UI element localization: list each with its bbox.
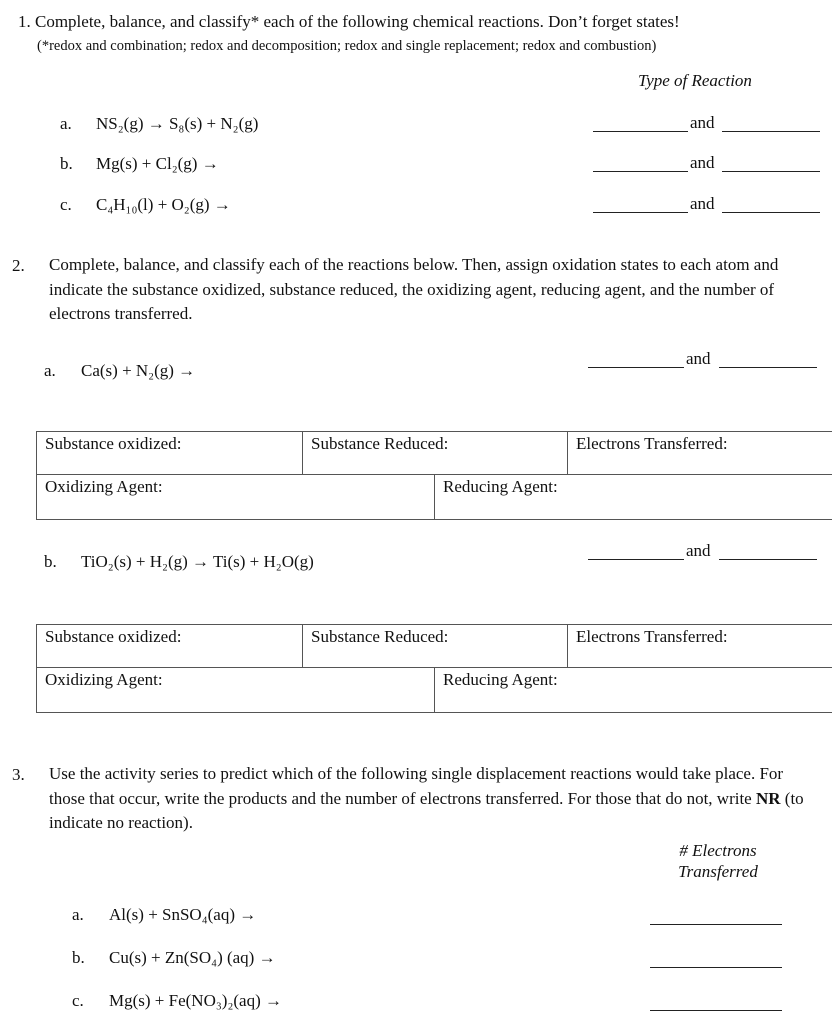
q3-text-bold: NR: [755, 788, 781, 808]
q1-title-row: [18, 12, 680, 32]
q2-text: Complete, balance, and classify each of the reactions below. Then, assign oxidation states to each atom and indicate the substance oxidized, substance reduced, the oxidizing agent, reducing agent, and the number of electrons transferred.: [49, 255, 779, 323]
q2a-letter: a.: [44, 361, 56, 380]
q3-item-letter: b.: [72, 948, 85, 967]
q2a-reducing-agent-cell[interactable]: [434, 474, 832, 520]
q2b-electrons-cell[interactable]: [567, 624, 832, 668]
q3-item-reaction: Al(s) + SnSO₄(aq) →: [109, 905, 257, 924]
q2a-substance-oxidized-cell[interactable]: [36, 431, 303, 475]
q3-text-after: (to indicate no reaction).: [49, 788, 804, 832]
q1-item-reaction: Mg(s) + Cl₂(g) →: [96, 154, 219, 173]
q1-a-blank-1[interactable]: [593, 131, 688, 132]
q1-b-and: and: [690, 153, 715, 172]
q3-item-a: [72, 905, 256, 925]
q2b-substance-reduced-cell[interactable]: [302, 624, 568, 668]
q3-number: 3.: [12, 765, 25, 784]
q2a-reducing-agent-label: Reducing Agent:: [443, 477, 558, 496]
q3-item-c: [72, 991, 282, 1011]
q3-a-blank[interactable]: [650, 924, 782, 925]
q1-a-blank-2[interactable]: [722, 131, 820, 132]
q2b-letter: b.: [44, 552, 57, 571]
q2b-oxidizing-agent-cell[interactable]: [36, 667, 435, 713]
q2b-reaction-row: [44, 552, 314, 572]
q3-item-reaction: Mg(s) + Fe(NO₃)₂(aq) →: [109, 991, 282, 1010]
q1-c-and: and: [690, 194, 715, 213]
q2b-reaction: TiO₂(s) + H₂(g) → Ti(s) + H₂O(g): [81, 552, 314, 571]
q2b-reducing-agent-cell[interactable]: [434, 667, 832, 713]
q3-item-letter: a.: [72, 905, 84, 924]
q3-item-letter: c.: [72, 991, 84, 1010]
q3-b-blank[interactable]: [650, 967, 782, 968]
q2a-substance-reduced-label: Substance Reduced:: [311, 434, 449, 453]
q1-type-header: Type of Reaction: [638, 71, 752, 90]
q2-number: 2.: [12, 256, 25, 275]
q2b-blank-1[interactable]: [588, 559, 684, 560]
q3-electrons-header: [660, 840, 776, 882]
q1-item-c: [60, 195, 231, 215]
q2a-oxidizing-agent-label: Oxidizing Agent:: [45, 477, 163, 496]
q2b-electrons-label: Electrons Transferred:: [576, 627, 728, 646]
q1-item-a: [60, 114, 258, 134]
q2b-substance-reduced-label: Substance Reduced:: [311, 627, 449, 646]
q2a-reaction-row: [44, 361, 195, 381]
q2b-reducing-agent-label: Reducing Agent:: [443, 670, 558, 689]
q3-item-b: [72, 948, 276, 968]
q3-header-line1: # Electrons: [679, 841, 757, 860]
q1-item-letter: c.: [60, 195, 72, 214]
q1-item-letter: b.: [60, 154, 73, 173]
q1-item-b: [60, 154, 219, 174]
q1-item-reaction: NS₂(g) → S₈(s) + N₂(g): [96, 114, 259, 133]
q1-a-and: and: [690, 113, 715, 132]
q3-c-blank[interactable]: [650, 1010, 782, 1011]
q2a-electrons-label: Electrons Transferred:: [576, 434, 728, 453]
q2b-and: and: [686, 541, 711, 560]
q3-text-before: Use the activity series to predict which of the following single displacement reactions would take place. For those that occur, write the products and the number of electrons transferred. For those that do not, write: [49, 764, 784, 808]
q2b-blank-2[interactable]: [719, 559, 817, 560]
q1-item-letter: a.: [60, 114, 72, 133]
q2b-oxidizing-agent-label: Oxidizing Agent:: [45, 670, 163, 689]
q1-b-blank-1[interactable]: [593, 171, 688, 172]
q1-number: 1.: [18, 12, 31, 31]
q2a-blank-1[interactable]: [588, 367, 684, 368]
q1-title: Complete, balance, and classify* each of the following chemical reactions. Don’t forget states!: [35, 12, 680, 31]
q2a-blank-2[interactable]: [719, 367, 817, 368]
q2a-electrons-cell[interactable]: [567, 431, 832, 475]
q2a-oxidizing-agent-cell[interactable]: [36, 474, 435, 520]
q3-item-reaction: Cu(s) + Zn(SO₄) (aq) →: [109, 948, 276, 967]
q2a-and: and: [686, 349, 711, 368]
q2a-reaction: Ca(s) + N₂(g) →: [81, 361, 196, 380]
q1-c-blank-1[interactable]: [593, 212, 688, 213]
q1-note: (*redox and combination; redox and decomposition; redox and single replacement; redox and combustion): [37, 38, 657, 54]
q1-b-blank-2[interactable]: [722, 171, 820, 172]
q3-header-line2: Transferred: [678, 862, 758, 881]
q1-item-reaction: C₄H₁₀(l) + O₂(g) →: [96, 195, 231, 214]
q2a-substance-reduced-cell[interactable]: [302, 431, 568, 475]
q2b-substance-oxidized-cell[interactable]: [36, 624, 303, 668]
q3-text: [49, 762, 809, 836]
q2a-substance-oxidized-label: Substance oxidized:: [45, 434, 182, 453]
q1-c-blank-2[interactable]: [722, 212, 820, 213]
q2b-substance-oxidized-label: Substance oxidized:: [45, 627, 182, 646]
